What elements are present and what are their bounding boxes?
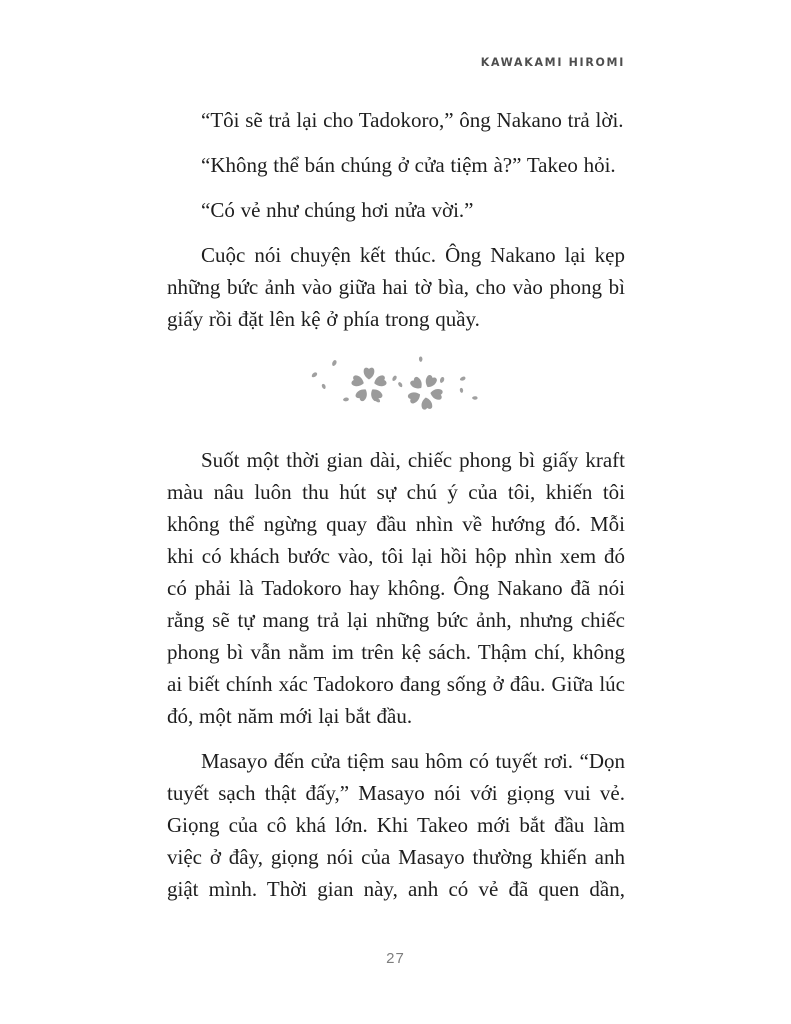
text-block: [167, 104, 625, 905]
body-paragraph: Suốt một thời gian dài, chiếc phong bì giấy kraft màu nâu luôn thu hút sự chú ý của tôi, khiến tôi không thể ngừng quay đầu nhìn về hướng đó. Mỗi khi có khách bước vào, tôi lại hồi hộp nhìn xem đó có phải là Tadokoro hay không. Ông Nakano đã nói rằng sẽ tự mang trả lại những bức ảnh, nhưng chiếc phong bì vẫn nằm im trên kệ sách. Thậm chí, không ai biết chính xác Tadokoro đang sống ở đâu. Giữa lúc đó, một năm mới lại bắt đầu.: [167, 448, 625, 728]
scattered-petals: [311, 356, 478, 403]
dialogue-paragraph: “Không thể bán chúng ở cửa tiệm à?” Takeo hỏi.: [201, 153, 616, 177]
body-paragraph: Masayo đến cửa tiệm sau hôm có tuyết rơi. “Dọn tuyết sạch thật đấy,” Masayo nói với giọng vui vẻ. Giọng của cô khá lớn. Khi Takeo mới bắt đầu làm việc ở đây, giọng nói của Masayo thường khiến anh giật mình. Thời gian này, anh có vẻ đã quen dần,: [167, 749, 625, 901]
dialogue-paragraph: “Có vẻ như chúng hơi nửa vời.”: [201, 198, 474, 222]
sakura-blossom-icon: [286, 348, 506, 428]
dialogue-paragraph: “Tôi sẽ trả lại cho Tadokoro,” ông Nakano trả lời.: [201, 108, 624, 132]
running-header-author: KAWAKAMI HIROMI: [480, 55, 625, 70]
page-number: 27: [386, 950, 405, 967]
body-paragraph: Cuộc nói chuyện kết thúc. Ông Nakano lại kẹp những bức ảnh vào giữa hai tờ bìa, cho vào phong bì giấy rồi đặt lên kệ ở phía trong quầy.: [167, 243, 625, 331]
sakura-ornament: [167, 348, 625, 428]
